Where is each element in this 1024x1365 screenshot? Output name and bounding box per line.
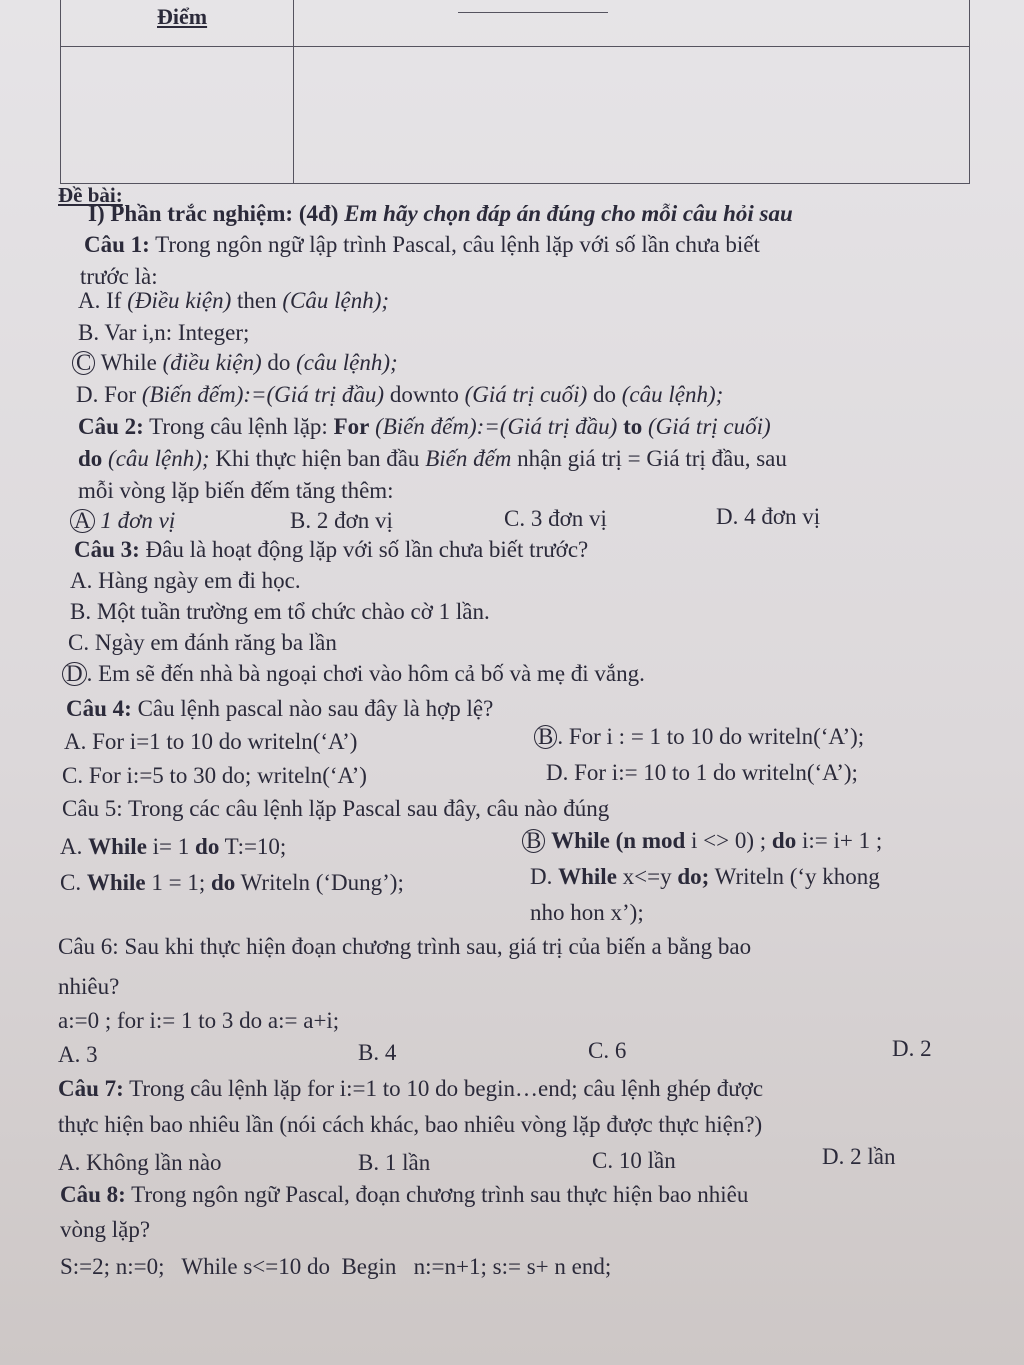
q1-option-b: B. Var i,n: Integer; <box>78 320 250 345</box>
q1-option-a: A. If (Điều kiện) then (Câu lệnh); <box>78 288 390 313</box>
q6-code: a:=0 ; for i:= 1 to 3 do a:= a+i; <box>58 1008 340 1033</box>
q4-label: Câu 4: <box>66 696 132 721</box>
q2-stem-line2: do (câu lệnh); Khi thực hiện ban đầu Biến đếm nhận giá trị = Giá trị đầu, sau <box>78 446 787 471</box>
q2-stem-line3: mỗi vòng lặp biến đếm tăng thêm: <box>78 478 394 503</box>
q4-option-d: D. For i:= 10 to 1 do writeln(‘A’); <box>546 760 858 785</box>
q6-option-c: C. 6 <box>588 1038 627 1063</box>
q6-stem-line1: Câu 6: Sau khi thực hiện đoạn chương trình sau, giá trị của biến a bằng bao <box>58 934 752 959</box>
q8-stem-line1: Câu 8: Trong ngôn ngữ Pascal, đoạn chương trình sau thực hiện bao nhiêu <box>60 1182 749 1207</box>
grade-table-divider-horizontal <box>61 46 969 47</box>
answer-circle-mark: D <box>62 662 87 686</box>
q6-option-a: A. 3 <box>58 1042 98 1067</box>
q1-stem-line1: Câu 1: Trong ngôn ngữ lập trình Pascal, câu lệnh lặp với số lần chưa biết <box>84 232 760 257</box>
exam-heading: Đề bài: <box>58 183 123 207</box>
q3-option-a: A. Hàng ngày em đi học. <box>70 568 301 593</box>
q4-stem: Câu 4: Câu lệnh pascal nào sau đây là hợp lệ? <box>66 696 494 721</box>
q3-option-d: D . Em sẽ đến nhà bà ngoại chơi vào hôm cả bố và mẹ đi vắng. <box>62 659 645 689</box>
q7-option-c: C. 10 lần <box>592 1148 676 1173</box>
q3-label: Câu 3: <box>74 537 140 562</box>
q2-option-d: D. 4 đơn vị <box>716 504 821 529</box>
q2-option-a: A 1 đơn vị <box>70 506 175 536</box>
q7-label: Câu 7: <box>58 1076 124 1101</box>
q3-option-c: C. Ngày em đánh răng ba lần <box>68 630 337 655</box>
grade-table-divider-vertical <box>293 0 294 183</box>
q2-option-c: C. 3 đơn vị <box>504 506 607 531</box>
q3-stem: Câu 3: Đâu là hoạt động lặp với số lần chưa biết trước? <box>74 537 589 562</box>
answer-circle-mark: B <box>522 829 545 853</box>
q7-stem-line1: Câu 7: Trong câu lệnh lặp for i:=1 to 10 do begin…end; câu lệnh ghép được <box>58 1076 764 1101</box>
q7-option-a: A. Không lần nào <box>58 1150 222 1175</box>
q4-option-a: A. For i=1 to 10 do writeln(‘A’) <box>64 729 358 754</box>
section1-instruction: Em hãy chọn đáp án đúng cho mỗi câu hỏi sau <box>344 201 793 226</box>
q1-label: Câu 1: <box>84 232 150 257</box>
grade-table <box>60 0 970 184</box>
q5-stem: Câu 5: Trong các câu lệnh lặp Pascal sau đây, câu nào đúng <box>62 796 610 821</box>
q8-label: Câu 8: <box>60 1182 126 1207</box>
q5-option-d: D. While x<=y do; Writeln (‘y khong <box>530 864 880 889</box>
answer-circle-mark: B <box>534 725 557 749</box>
grade-label: Điểm <box>157 4 208 29</box>
q5-option-d-continued: nho hon x’); <box>530 900 644 925</box>
q5-option-b: B While (n mod i <> 0) ; do i:= i+ 1 ; <box>522 826 882 856</box>
q7-option-d: D. 2 lần <box>822 1144 896 1169</box>
q6-label: Câu 6: <box>58 934 119 959</box>
q5-option-c: C. While 1 = 1; do Writeln (‘Dung’); <box>60 870 404 895</box>
q2-option-b: B. 2 đơn vị <box>290 508 393 533</box>
q1-stem-line2: trước là: <box>80 264 158 289</box>
q4-option-b: B . For i : = 1 to 10 do writeln(‘A’); <box>534 722 864 752</box>
q5-option-a: A. While i= 1 do T:=10; <box>60 834 287 859</box>
q7-option-b: B. 1 lần <box>358 1150 431 1175</box>
q8-code: S:=2; n:=0; While s<=10 do Begin n:=n+1; s:= s+ n end; <box>60 1254 612 1279</box>
q2-label: Câu 2: <box>78 414 144 439</box>
q4-option-c: C. For i:=5 to 30 do; writeln(‘A’) <box>62 763 367 788</box>
section1-heading: I) Phần trắc nghiệm: (4đ) Em hãy chọn đáp án đúng cho mỗi câu hỏi sau <box>88 201 793 226</box>
q3-option-b: B. Một tuần trường em tổ chức chào cờ 1 lần. <box>70 599 490 624</box>
answer-circle-mark: A <box>70 509 95 533</box>
q6-stem-line2: nhiêu? <box>58 974 120 999</box>
q2-stem-line1: Câu 2: Trong câu lệnh lặp: For (Biến đếm):=(Giá trị đầu) to (Giá trị cuối) <box>78 414 771 439</box>
answer-circle-mark: C <box>72 351 95 375</box>
q6-option-d: D. 2 <box>892 1036 932 1061</box>
q1-option-d: D. For (Biến đếm):=(Giá trị đầu) downto (Giá trị cuối) do (câu lệnh); <box>76 382 724 407</box>
q7-stem-line2: thực hiện bao nhiêu lần (nói cách khác, bao nhiêu vòng lặp được thực hiện?) <box>58 1112 763 1137</box>
q5-label: Câu 5: <box>62 796 123 821</box>
q6-option-b: B. 4 <box>358 1040 397 1065</box>
q8-stem-line2: vòng lặp? <box>60 1217 151 1242</box>
q1-option-c: C While (điều kiện) do (câu lệnh); <box>72 348 398 378</box>
